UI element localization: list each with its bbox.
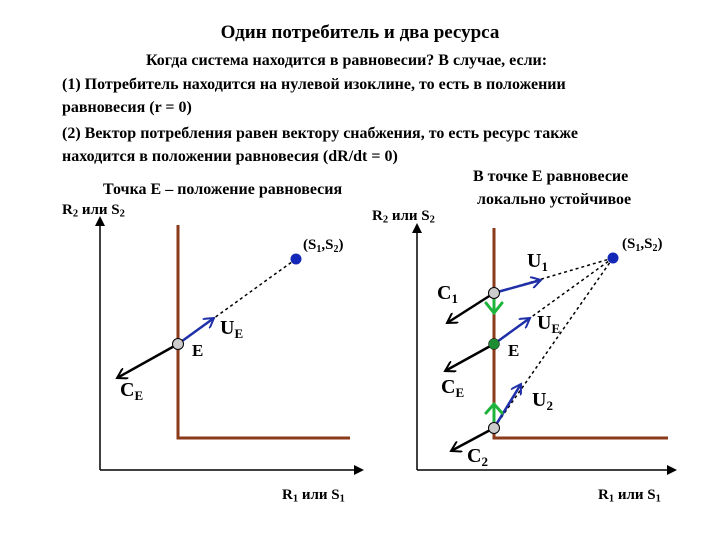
stability-arrow-down [486,300,502,313]
left-supply-point [291,254,302,265]
left-x-axis-label: $R_1$ или $S_1$ [282,487,345,505]
condition-2-line-1: (2) Вектор потребления равен вектору снабжения, то есть ресурс также [62,125,578,142]
right-c2-label: $C_2$ [467,445,488,469]
right-state-point-c2 [489,423,500,434]
left-y-axis-label: $R_2$ или $S_2$ [62,202,125,220]
page-title: Один потребитель и два ресурса [220,22,500,43]
right-zero-isocline [494,228,668,438]
right-state-point-c1 [489,288,500,299]
right-u2-vector [494,384,521,428]
right-panel [417,225,675,470]
condition-1-line-2: равновесия (r = 0) [62,99,192,116]
right-equilibrium-point-e [489,339,500,350]
right-c1-label: $C_1$ [437,282,458,306]
left-point-e-label: E [192,341,204,360]
left-equilibrium-point-e [173,339,184,350]
condition-2-line-2: находится в положении равновесия (dR/dt = 0) [62,148,398,165]
left-ce-label: $C_E$ [120,379,144,403]
right-ce-label: $C_E$ [441,376,465,400]
left-zero-isocline [178,225,350,438]
left-ue-label: $U_E$ [220,317,244,341]
right-ce-vector [445,344,494,371]
right-u1-vector [494,280,541,293]
left-consumption-vector [117,344,178,378]
right-ue-label: $U_E$ [537,312,561,336]
right-supply-point-label: $(S_1,S_2)$ [622,236,663,254]
left-supply-point-label: $(S_1,S_2)$ [303,237,344,255]
right-caption-line-1: В точке E равновесие [473,168,629,185]
right-u2-label: $U_2$ [532,389,553,413]
right-supply-point [608,253,619,264]
right-x-axis-label: $R_1$ или $S_1$ [598,487,661,505]
right-caption-line-2: локально устойчивое [477,191,632,208]
right-u1-label: $U_1$ [527,250,548,274]
right-y-axis-label: $R_2$ или $S_2$ [372,208,435,226]
right-point-e-label: E [508,341,520,360]
left-caption: Точка E – положение равновесия [103,181,343,198]
condition-1-line-1: (1) Потребитель находится на нулевой изоклине, то есть в положении [62,76,566,93]
left-panel [100,218,362,470]
question-text: Когда система находится в равновесии? В случае, если: [146,52,548,69]
